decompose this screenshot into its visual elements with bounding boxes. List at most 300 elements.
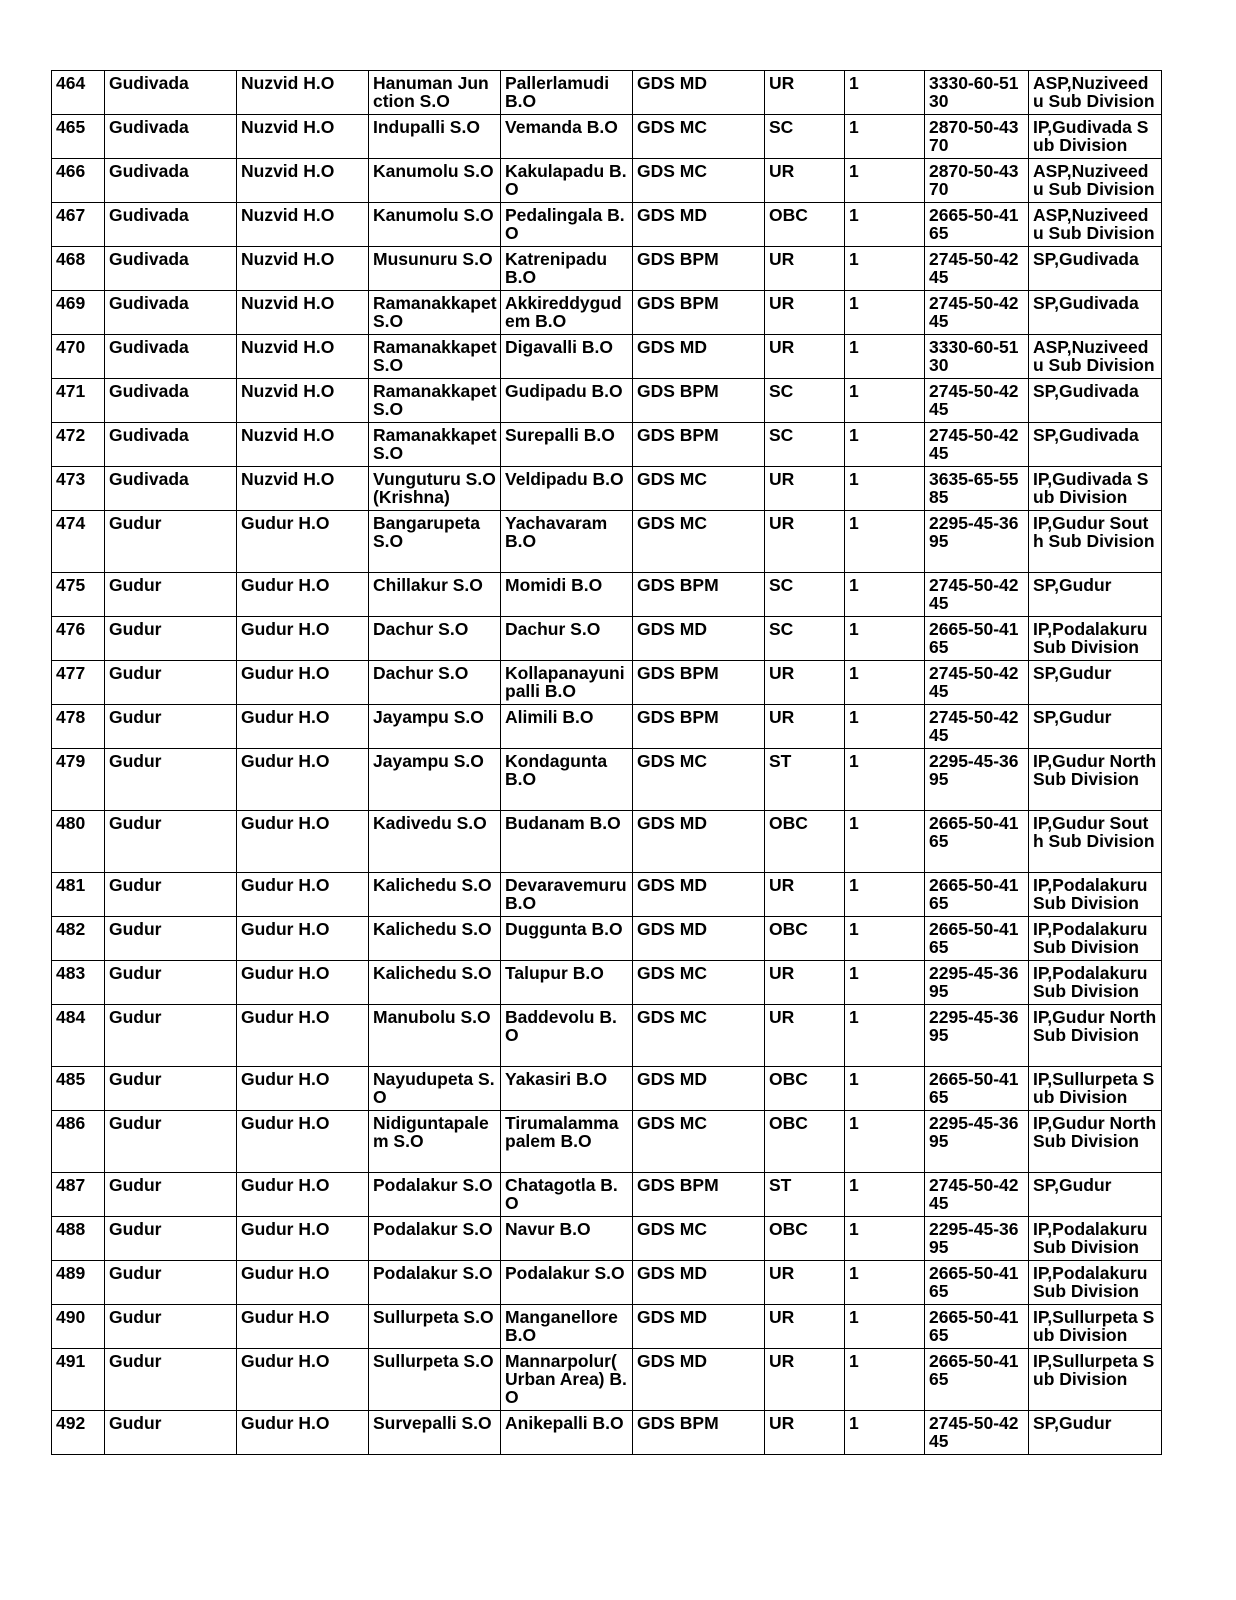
sub-office-cell: Podalakur S.O bbox=[369, 1173, 501, 1217]
head-office-cell: Gudur H.O bbox=[237, 961, 369, 1005]
head-office-cell: Nuzvid H.O bbox=[237, 159, 369, 203]
head-office-cell: Nuzvid H.O bbox=[237, 115, 369, 159]
table-row bbox=[52, 873, 1162, 917]
category-cell: SC bbox=[765, 573, 845, 617]
vacancy-count-cell: 1 bbox=[845, 1005, 925, 1067]
recruiting-authority-cell: IP,Gudivada Sub Division bbox=[1029, 115, 1162, 159]
table-row bbox=[52, 917, 1162, 961]
category-cell: SC bbox=[765, 115, 845, 159]
post-name-cell: GDS MC bbox=[633, 159, 765, 203]
category-cell: UR bbox=[765, 1305, 845, 1349]
pay-scale-cell: 2665-50-4165 bbox=[925, 1261, 1029, 1305]
vacancy-count-cell: 1 bbox=[845, 71, 925, 115]
serial-number-cell: 480 bbox=[52, 811, 105, 873]
division-cell: Gudur bbox=[105, 873, 237, 917]
pay-scale-cell: 2745-50-4245 bbox=[925, 379, 1029, 423]
recruiting-authority-cell: SP,Gudur bbox=[1029, 573, 1162, 617]
serial-number-cell: 472 bbox=[52, 423, 105, 467]
pay-scale-cell: 2665-50-4165 bbox=[925, 203, 1029, 247]
post-name-cell: GDS MC bbox=[633, 1111, 765, 1173]
branch-office-cell: Baddevolu B.O bbox=[501, 1005, 633, 1067]
serial-number-cell: 474 bbox=[52, 511, 105, 573]
serial-number-cell: 485 bbox=[52, 1067, 105, 1111]
table-row bbox=[52, 573, 1162, 617]
sub-office-cell: Nidiguntapalem S.O bbox=[369, 1111, 501, 1173]
division-cell: Gudivada bbox=[105, 159, 237, 203]
category-cell: OBC bbox=[765, 1111, 845, 1173]
sub-office-cell: Jayampu S.O bbox=[369, 705, 501, 749]
category-cell: SC bbox=[765, 617, 845, 661]
pay-scale-cell: 2665-50-4165 bbox=[925, 873, 1029, 917]
recruiting-authority-cell: SP,Gudivada bbox=[1029, 247, 1162, 291]
post-name-cell: GDS BPM bbox=[633, 1411, 765, 1455]
pay-scale-cell: 2870-50-4370 bbox=[925, 115, 1029, 159]
division-cell: Gudur bbox=[105, 1261, 237, 1305]
pay-scale-cell: 2665-50-4165 bbox=[925, 811, 1029, 873]
sub-office-cell: Survepalli S.O bbox=[369, 1411, 501, 1455]
table-row bbox=[52, 749, 1162, 811]
vacancy-count-cell: 1 bbox=[845, 159, 925, 203]
division-cell: Gudur bbox=[105, 573, 237, 617]
branch-office-cell: Manganellore B.O bbox=[501, 1305, 633, 1349]
pay-scale-cell: 2665-50-4165 bbox=[925, 617, 1029, 661]
recruiting-authority-cell: IP,Podalakuru Sub Division bbox=[1029, 873, 1162, 917]
serial-number-cell: 489 bbox=[52, 1261, 105, 1305]
vacancy-count-cell: 1 bbox=[845, 1111, 925, 1173]
table-row bbox=[52, 115, 1162, 159]
vacancy-count-cell: 1 bbox=[845, 335, 925, 379]
sub-office-cell: Musunuru S.O bbox=[369, 247, 501, 291]
serial-number-cell: 476 bbox=[52, 617, 105, 661]
table-row bbox=[52, 1067, 1162, 1111]
pay-scale-cell: 2870-50-4370 bbox=[925, 159, 1029, 203]
recruiting-authority-cell: IP,Gudur South Sub Division bbox=[1029, 811, 1162, 873]
division-cell: Gudur bbox=[105, 1349, 237, 1411]
serial-number-cell: 491 bbox=[52, 1349, 105, 1411]
branch-office-cell: Surepalli B.O bbox=[501, 423, 633, 467]
table-row bbox=[52, 71, 1162, 115]
post-name-cell: GDS MC bbox=[633, 511, 765, 573]
recruiting-authority-cell: IP,Podalakuru Sub Division bbox=[1029, 617, 1162, 661]
vacancy-count-cell: 1 bbox=[845, 1305, 925, 1349]
sub-office-cell: Kalichedu S.O bbox=[369, 917, 501, 961]
table-row bbox=[52, 811, 1162, 873]
division-cell: Gudur bbox=[105, 661, 237, 705]
post-name-cell: GDS MC bbox=[633, 115, 765, 159]
pay-scale-cell: 2295-45-3695 bbox=[925, 1217, 1029, 1261]
division-cell: Gudur bbox=[105, 1111, 237, 1173]
division-cell: Gudivada bbox=[105, 379, 237, 423]
branch-office-cell: Devaravemuru B.O bbox=[501, 873, 633, 917]
category-cell: OBC bbox=[765, 203, 845, 247]
recruiting-authority-cell: SP,Gudivada bbox=[1029, 423, 1162, 467]
table-row bbox=[52, 379, 1162, 423]
head-office-cell: Nuzvid H.O bbox=[237, 335, 369, 379]
sub-office-cell: Kanumolu S.O bbox=[369, 203, 501, 247]
post-name-cell: GDS MC bbox=[633, 1217, 765, 1261]
table-row bbox=[52, 705, 1162, 749]
table-row bbox=[52, 511, 1162, 573]
head-office-cell: Gudur H.O bbox=[237, 1305, 369, 1349]
branch-office-cell: Digavalli B.O bbox=[501, 335, 633, 379]
table-row bbox=[52, 1173, 1162, 1217]
sub-office-cell: Kanumolu S.O bbox=[369, 159, 501, 203]
division-cell: Gudivada bbox=[105, 115, 237, 159]
post-name-cell: GDS MD bbox=[633, 917, 765, 961]
branch-office-cell: Katrenipadu B.O bbox=[501, 247, 633, 291]
sub-office-cell: Manubolu S.O bbox=[369, 1005, 501, 1067]
pay-scale-cell: 2665-50-4165 bbox=[925, 1067, 1029, 1111]
recruiting-authority-cell: IP,Gudur North Sub Division bbox=[1029, 1005, 1162, 1067]
serial-number-cell: 478 bbox=[52, 705, 105, 749]
recruiting-authority-cell: IP,Gudur North Sub Division bbox=[1029, 1111, 1162, 1173]
division-cell: Gudivada bbox=[105, 203, 237, 247]
head-office-cell: Gudur H.O bbox=[237, 811, 369, 873]
serial-number-cell: 488 bbox=[52, 1217, 105, 1261]
branch-office-cell: Yachavaram B.O bbox=[501, 511, 633, 573]
vacancy-count-cell: 1 bbox=[845, 379, 925, 423]
head-office-cell: Gudur H.O bbox=[237, 1111, 369, 1173]
pay-scale-cell: 2295-45-3695 bbox=[925, 749, 1029, 811]
serial-number-cell: 467 bbox=[52, 203, 105, 247]
vacancy-count-cell: 1 bbox=[845, 291, 925, 335]
category-cell: ST bbox=[765, 749, 845, 811]
vacancy-count-cell: 1 bbox=[845, 1261, 925, 1305]
serial-number-cell: 479 bbox=[52, 749, 105, 811]
sub-office-cell: Hanuman Junction S.O bbox=[369, 71, 501, 115]
division-cell: Gudur bbox=[105, 1005, 237, 1067]
post-name-cell: GDS MD bbox=[633, 617, 765, 661]
recruiting-authority-cell: IP,Gudur North Sub Division bbox=[1029, 749, 1162, 811]
recruiting-authority-cell: ASP,Nuziveedu Sub Division bbox=[1029, 203, 1162, 247]
serial-number-cell: 492 bbox=[52, 1411, 105, 1455]
head-office-cell: Gudur H.O bbox=[237, 1005, 369, 1067]
branch-office-cell: Navur B.O bbox=[501, 1217, 633, 1261]
table-row bbox=[52, 1305, 1162, 1349]
vacancy-count-cell: 1 bbox=[845, 1173, 925, 1217]
head-office-cell: Gudur H.O bbox=[237, 1067, 369, 1111]
division-cell: Gudivada bbox=[105, 335, 237, 379]
serial-number-cell: 484 bbox=[52, 1005, 105, 1067]
vacancy-count-cell: 1 bbox=[845, 705, 925, 749]
pay-scale-cell: 2745-50-4245 bbox=[925, 661, 1029, 705]
category-cell: UR bbox=[765, 511, 845, 573]
category-cell: UR bbox=[765, 1261, 845, 1305]
branch-office-cell: Kondagunta B.O bbox=[501, 749, 633, 811]
category-cell: UR bbox=[765, 873, 845, 917]
division-cell: Gudivada bbox=[105, 71, 237, 115]
recruiting-authority-cell: IP,Podalakuru Sub Division bbox=[1029, 917, 1162, 961]
post-name-cell: GDS BPM bbox=[633, 573, 765, 617]
recruiting-authority-cell: SP,Gudur bbox=[1029, 1173, 1162, 1217]
recruiting-authority-cell: ASP,Nuziveedu Sub Division bbox=[1029, 159, 1162, 203]
division-cell: Gudur bbox=[105, 1411, 237, 1455]
post-name-cell: GDS MD bbox=[633, 1067, 765, 1111]
branch-office-cell: Pedalingala B.O bbox=[501, 203, 633, 247]
serial-number-cell: 468 bbox=[52, 247, 105, 291]
recruiting-authority-cell: IP,Sullurpeta Sub Division bbox=[1029, 1067, 1162, 1111]
division-cell: Gudur bbox=[105, 705, 237, 749]
table-row bbox=[52, 1217, 1162, 1261]
division-cell: Gudivada bbox=[105, 247, 237, 291]
serial-number-cell: 475 bbox=[52, 573, 105, 617]
serial-number-cell: 477 bbox=[52, 661, 105, 705]
sub-office-cell: Ramanakkapet S.O bbox=[369, 291, 501, 335]
post-name-cell: GDS MC bbox=[633, 749, 765, 811]
head-office-cell: Nuzvid H.O bbox=[237, 423, 369, 467]
vacancy-count-cell: 1 bbox=[845, 1067, 925, 1111]
vacancy-table bbox=[51, 70, 1162, 1455]
pay-scale-cell: 2745-50-4245 bbox=[925, 247, 1029, 291]
table-row bbox=[52, 661, 1162, 705]
division-cell: Gudivada bbox=[105, 423, 237, 467]
serial-number-cell: 486 bbox=[52, 1111, 105, 1173]
sub-office-cell: Vunguturu S.O (Krishna) bbox=[369, 467, 501, 511]
pay-scale-cell: 3635-65-5585 bbox=[925, 467, 1029, 511]
division-cell: Gudur bbox=[105, 1067, 237, 1111]
sub-office-cell: Kalichedu S.O bbox=[369, 873, 501, 917]
pay-scale-cell: 2745-50-4245 bbox=[925, 291, 1029, 335]
sub-office-cell: Ramanakkapet S.O bbox=[369, 379, 501, 423]
branch-office-cell: Budanam B.O bbox=[501, 811, 633, 873]
serial-number-cell: 482 bbox=[52, 917, 105, 961]
table-row bbox=[52, 1261, 1162, 1305]
pay-scale-cell: 2745-50-4245 bbox=[925, 705, 1029, 749]
recruiting-authority-cell: IP,Podalakuru Sub Division bbox=[1029, 1217, 1162, 1261]
serial-number-cell: 473 bbox=[52, 467, 105, 511]
post-name-cell: GDS MD bbox=[633, 1305, 765, 1349]
post-name-cell: GDS BPM bbox=[633, 423, 765, 467]
head-office-cell: Nuzvid H.O bbox=[237, 247, 369, 291]
pay-scale-cell: 2745-50-4245 bbox=[925, 423, 1029, 467]
category-cell: UR bbox=[765, 1411, 845, 1455]
branch-office-cell: Veldipadu B.O bbox=[501, 467, 633, 511]
head-office-cell: Gudur H.O bbox=[237, 1411, 369, 1455]
head-office-cell: Gudur H.O bbox=[237, 749, 369, 811]
category-cell: UR bbox=[765, 291, 845, 335]
category-cell: UR bbox=[765, 961, 845, 1005]
recruiting-authority-cell: ASP,Nuziveedu Sub Division bbox=[1029, 71, 1162, 115]
category-cell: UR bbox=[765, 1349, 845, 1411]
division-cell: Gudur bbox=[105, 961, 237, 1005]
vacancy-count-cell: 1 bbox=[845, 115, 925, 159]
vacancy-count-cell: 1 bbox=[845, 661, 925, 705]
head-office-cell: Nuzvid H.O bbox=[237, 71, 369, 115]
head-office-cell: Gudur H.O bbox=[237, 873, 369, 917]
category-cell: SC bbox=[765, 379, 845, 423]
division-cell: Gudur bbox=[105, 749, 237, 811]
branch-office-cell: Yakasiri B.O bbox=[501, 1067, 633, 1111]
serial-number-cell: 481 bbox=[52, 873, 105, 917]
serial-number-cell: 487 bbox=[52, 1173, 105, 1217]
head-office-cell: Nuzvid H.O bbox=[237, 467, 369, 511]
vacancy-count-cell: 1 bbox=[845, 203, 925, 247]
branch-office-cell: Chatagotla B.O bbox=[501, 1173, 633, 1217]
category-cell: UR bbox=[765, 705, 845, 749]
sub-office-cell: Nayudupeta S.O bbox=[369, 1067, 501, 1111]
vacancy-count-cell: 1 bbox=[845, 917, 925, 961]
post-name-cell: GDS MD bbox=[633, 203, 765, 247]
division-cell: Gudur bbox=[105, 1173, 237, 1217]
vacancy-count-cell: 1 bbox=[845, 1349, 925, 1411]
branch-office-cell: Mannarpolur( Urban Area) B.O bbox=[501, 1349, 633, 1411]
sub-office-cell: Jayampu S.O bbox=[369, 749, 501, 811]
vacancy-count-cell: 1 bbox=[845, 811, 925, 873]
post-name-cell: GDS BPM bbox=[633, 379, 765, 423]
recruiting-authority-cell: IP,Podalakuru Sub Division bbox=[1029, 961, 1162, 1005]
category-cell: OBC bbox=[765, 917, 845, 961]
recruiting-authority-cell: SP,Gudivada bbox=[1029, 379, 1162, 423]
head-office-cell: Nuzvid H.O bbox=[237, 203, 369, 247]
category-cell: SC bbox=[765, 423, 845, 467]
category-cell: UR bbox=[765, 335, 845, 379]
table-row bbox=[52, 1111, 1162, 1173]
recruiting-authority-cell: SP,Gudur bbox=[1029, 661, 1162, 705]
recruiting-authority-cell: IP,Podalakuru Sub Division bbox=[1029, 1261, 1162, 1305]
serial-number-cell: 470 bbox=[52, 335, 105, 379]
head-office-cell: Gudur H.O bbox=[237, 573, 369, 617]
vacancy-count-cell: 1 bbox=[845, 617, 925, 661]
head-office-cell: Gudur H.O bbox=[237, 917, 369, 961]
pay-scale-cell: 2295-45-3695 bbox=[925, 1111, 1029, 1173]
post-name-cell: GDS MD bbox=[633, 873, 765, 917]
division-cell: Gudivada bbox=[105, 467, 237, 511]
head-office-cell: Nuzvid H.O bbox=[237, 291, 369, 335]
table-row bbox=[52, 335, 1162, 379]
post-name-cell: GDS BPM bbox=[633, 1173, 765, 1217]
recruiting-authority-cell: IP,Gudivada Sub Division bbox=[1029, 467, 1162, 511]
recruiting-authority-cell: IP,Sullurpeta Sub Division bbox=[1029, 1305, 1162, 1349]
table-row bbox=[52, 467, 1162, 511]
division-cell: Gudur bbox=[105, 1305, 237, 1349]
head-office-cell: Gudur H.O bbox=[237, 511, 369, 573]
branch-office-cell: Akkireddygudem B.O bbox=[501, 291, 633, 335]
post-name-cell: GDS MC bbox=[633, 467, 765, 511]
pay-scale-cell: 2295-45-3695 bbox=[925, 511, 1029, 573]
vacancy-sheet bbox=[51, 70, 1162, 1455]
head-office-cell: Gudur H.O bbox=[237, 705, 369, 749]
sub-office-cell: Kalichedu S.O bbox=[369, 961, 501, 1005]
serial-number-cell: 471 bbox=[52, 379, 105, 423]
pay-scale-cell: 2745-50-4245 bbox=[925, 1173, 1029, 1217]
post-name-cell: GDS MC bbox=[633, 961, 765, 1005]
table-row bbox=[52, 1349, 1162, 1411]
serial-number-cell: 483 bbox=[52, 961, 105, 1005]
pay-scale-cell: 2295-45-3695 bbox=[925, 1005, 1029, 1067]
sub-office-cell: Dachur S.O bbox=[369, 617, 501, 661]
head-office-cell: Nuzvid H.O bbox=[237, 379, 369, 423]
sub-office-cell: Podalakur S.O bbox=[369, 1261, 501, 1305]
category-cell: OBC bbox=[765, 1067, 845, 1111]
post-name-cell: GDS BPM bbox=[633, 291, 765, 335]
vacancy-count-cell: 1 bbox=[845, 873, 925, 917]
pay-scale-cell: 2745-50-4245 bbox=[925, 1411, 1029, 1455]
head-office-cell: Gudur H.O bbox=[237, 1173, 369, 1217]
category-cell: UR bbox=[765, 159, 845, 203]
sub-office-cell: Sullurpeta S.O bbox=[369, 1305, 501, 1349]
sub-office-cell: Bangarupeta S.O bbox=[369, 511, 501, 573]
table-row bbox=[52, 291, 1162, 335]
category-cell: UR bbox=[765, 661, 845, 705]
vacancy-count-cell: 1 bbox=[845, 1217, 925, 1261]
head-office-cell: Gudur H.O bbox=[237, 1261, 369, 1305]
branch-office-cell: Pallerlamudi B.O bbox=[501, 71, 633, 115]
recruiting-authority-cell: IP,Sullurpeta Sub Division bbox=[1029, 1349, 1162, 1411]
post-name-cell: GDS MD bbox=[633, 1261, 765, 1305]
category-cell: UR bbox=[765, 467, 845, 511]
category-cell: ST bbox=[765, 1173, 845, 1217]
branch-office-cell: Kollapanayunipalli B.O bbox=[501, 661, 633, 705]
sub-office-cell: Podalakur S.O bbox=[369, 1217, 501, 1261]
pay-scale-cell: 2745-50-4245 bbox=[925, 573, 1029, 617]
table-row bbox=[52, 247, 1162, 291]
post-name-cell: GDS MD bbox=[633, 71, 765, 115]
recruiting-authority-cell: SP,Gudur bbox=[1029, 705, 1162, 749]
category-cell: UR bbox=[765, 247, 845, 291]
pay-scale-cell: 2295-45-3695 bbox=[925, 961, 1029, 1005]
pay-scale-cell: 3330-60-5130 bbox=[925, 335, 1029, 379]
branch-office-cell: Tirumalammapalem B.O bbox=[501, 1111, 633, 1173]
division-cell: Gudur bbox=[105, 1217, 237, 1261]
table-row bbox=[52, 961, 1162, 1005]
serial-number-cell: 466 bbox=[52, 159, 105, 203]
table-row bbox=[52, 617, 1162, 661]
post-name-cell: GDS BPM bbox=[633, 705, 765, 749]
branch-office-cell: Gudipadu B.O bbox=[501, 379, 633, 423]
sub-office-cell: Chillakur S.O bbox=[369, 573, 501, 617]
division-cell: Gudur bbox=[105, 917, 237, 961]
vacancy-table-body bbox=[52, 71, 1162, 1455]
division-cell: Gudur bbox=[105, 811, 237, 873]
vacancy-count-cell: 1 bbox=[845, 247, 925, 291]
vacancy-count-cell: 1 bbox=[845, 467, 925, 511]
category-cell: OBC bbox=[765, 1217, 845, 1261]
branch-office-cell: Momidi B.O bbox=[501, 573, 633, 617]
recruiting-authority-cell: IP,Gudur South Sub Division bbox=[1029, 511, 1162, 573]
category-cell: OBC bbox=[765, 811, 845, 873]
serial-number-cell: 464 bbox=[52, 71, 105, 115]
branch-office-cell: Podalakur S.O bbox=[501, 1261, 633, 1305]
pay-scale-cell: 2665-50-4165 bbox=[925, 1349, 1029, 1411]
post-name-cell: GDS BPM bbox=[633, 661, 765, 705]
vacancy-count-cell: 1 bbox=[845, 749, 925, 811]
branch-office-cell: Dachur S.O bbox=[501, 617, 633, 661]
head-office-cell: Gudur H.O bbox=[237, 617, 369, 661]
sub-office-cell: Dachur S.O bbox=[369, 661, 501, 705]
post-name-cell: GDS MC bbox=[633, 1005, 765, 1067]
sub-office-cell: Kadivedu S.O bbox=[369, 811, 501, 873]
vacancy-count-cell: 1 bbox=[845, 423, 925, 467]
branch-office-cell: Kakulapadu B.O bbox=[501, 159, 633, 203]
division-cell: Gudur bbox=[105, 511, 237, 573]
table-row bbox=[52, 1411, 1162, 1455]
serial-number-cell: 469 bbox=[52, 291, 105, 335]
vacancy-count-cell: 1 bbox=[845, 961, 925, 1005]
recruiting-authority-cell: SP,Gudur bbox=[1029, 1411, 1162, 1455]
serial-number-cell: 465 bbox=[52, 115, 105, 159]
division-cell: Gudur bbox=[105, 617, 237, 661]
table-row bbox=[52, 423, 1162, 467]
head-office-cell: Gudur H.O bbox=[237, 1217, 369, 1261]
branch-office-cell: Alimili B.O bbox=[501, 705, 633, 749]
post-name-cell: GDS MD bbox=[633, 335, 765, 379]
head-office-cell: Gudur H.O bbox=[237, 661, 369, 705]
post-name-cell: GDS MD bbox=[633, 811, 765, 873]
recruiting-authority-cell: SP,Gudivada bbox=[1029, 291, 1162, 335]
vacancy-count-cell: 1 bbox=[845, 1411, 925, 1455]
table-row bbox=[52, 1005, 1162, 1067]
vacancy-count-cell: 1 bbox=[845, 573, 925, 617]
